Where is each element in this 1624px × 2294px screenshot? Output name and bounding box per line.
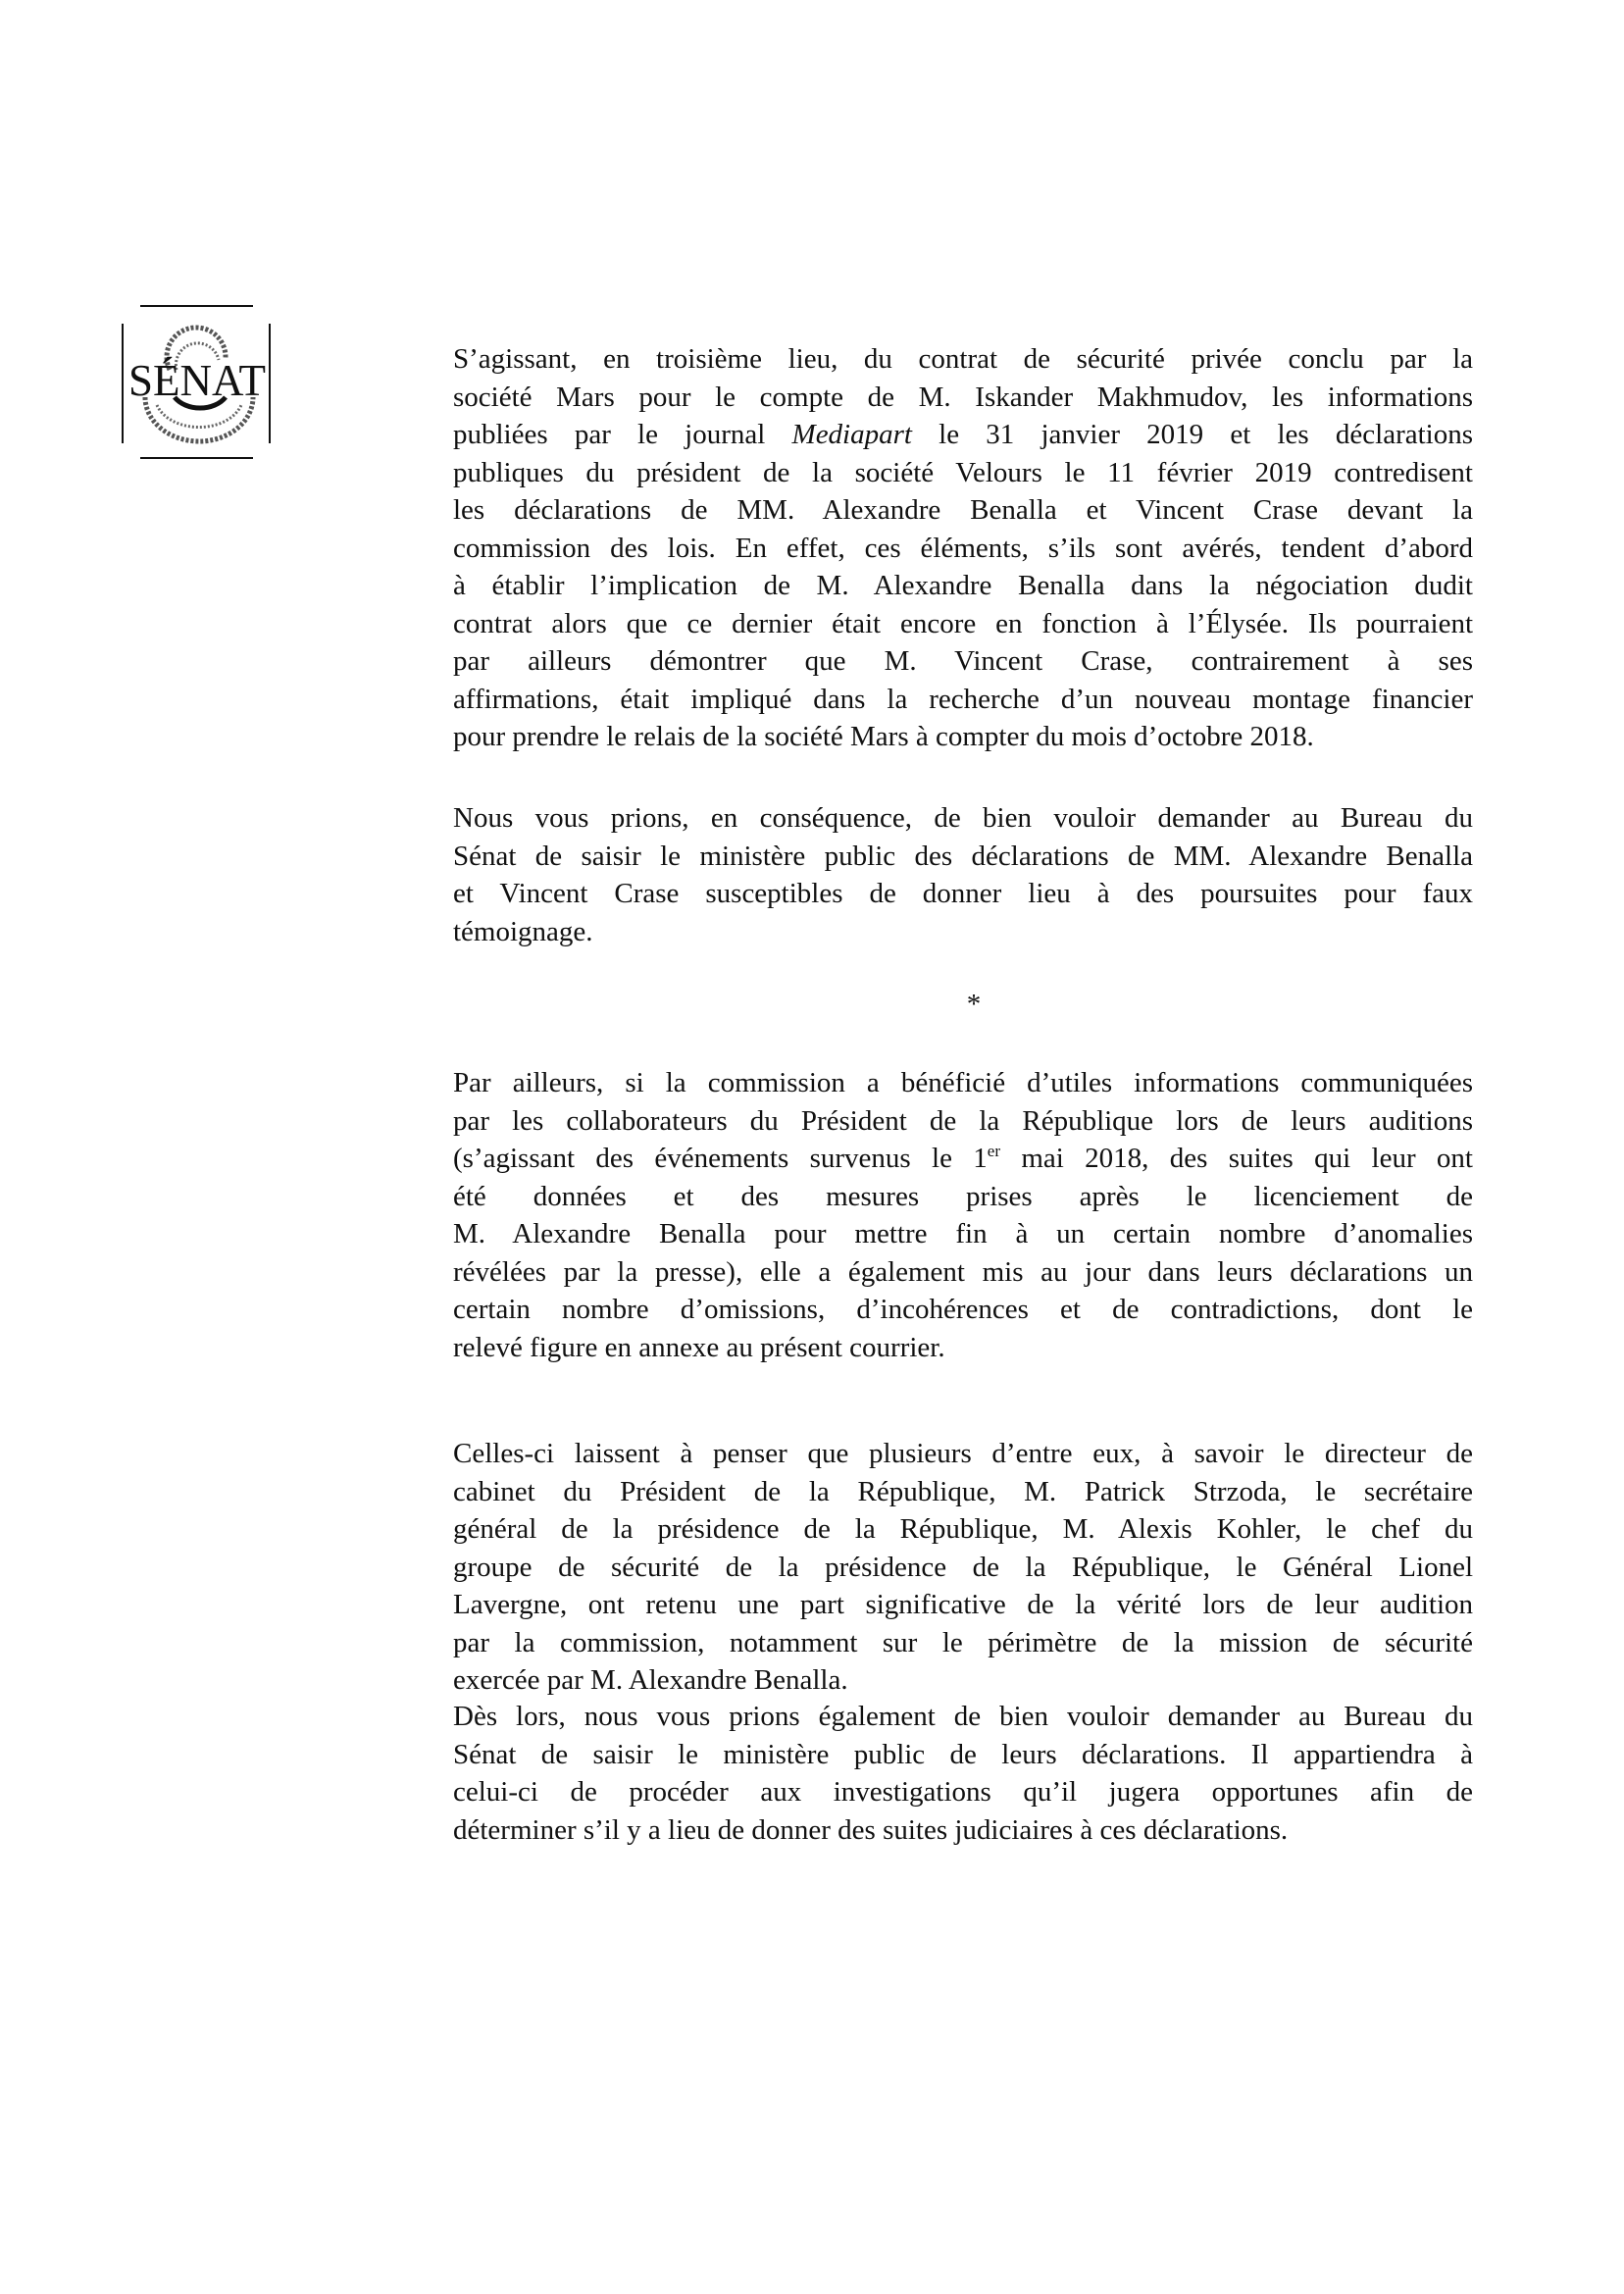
text-line: publiques du président de la société Velours le 11 février 2019 contredisent — [453, 456, 1473, 488]
paragraph — [453, 1435, 1473, 1700]
text-line: Nous vous prions, en conséquence, de bien vouloir demander au Bureau du — [453, 802, 1473, 834]
text-line: par les collaborateurs du Président de la République lors de leurs auditions — [453, 1104, 1473, 1137]
text-line: Sénat de saisir le ministère public des déclarations de MM. Alexandre Benalla — [453, 840, 1473, 872]
text-line: pour prendre le relais de la société Mars à compter du mois d’octobre 2018. — [453, 721, 1314, 752]
text-line: révélées par la presse), elle a également mis au jour dans leurs déclarations un — [453, 1255, 1473, 1288]
text-line — [453, 416, 1473, 454]
text-line: cabinet du Président de la République, M. Patrick Strzoda, le secrétaire — [453, 1475, 1473, 1507]
text-line: général de la présidence de la République, M. Alexis Kohler, le chef du — [453, 1513, 1473, 1545]
paragraph — [453, 1698, 1473, 1849]
text-line: Dès lors, nous vous prions également de bien vouloir demander au Bureau du — [453, 1701, 1473, 1732]
text-line: été données et des mesures prises après le licenciement de — [453, 1180, 1473, 1212]
text-line: S’agissant, en troisième lieu, du contrat de sécurité privée conclu par la — [453, 343, 1473, 375]
text-line: Lavergne, ont retenu une part significative de la vérité lors de leur audition — [453, 1589, 1473, 1620]
text-line: relevé figure en annexe au présent courrier. — [453, 1331, 945, 1363]
text-segment: (s’agissant des événements survenus le 1 — [453, 1143, 988, 1174]
text-segment: publiées par le journal — [453, 419, 792, 450]
text-line: à établir l’implication de M. Alexandre Benalla dans la négociation dudit — [453, 570, 1473, 601]
svg-text:SÉNAT: SÉNAT — [128, 355, 266, 405]
section-separator: * — [966, 989, 982, 1020]
text-line: les déclarations de MM. Alexandre Benalla et Vincent Crase devant la — [453, 494, 1473, 526]
text-line: exercée par M. Alexandre Benalla. — [453, 1664, 848, 1696]
text-line: société Mars pour le compte de M. Iskander Makhmudov, les informations — [453, 381, 1473, 413]
text-line: M. Alexandre Benalla pour mettre fin à un certain nombre d’anomalies — [453, 1218, 1473, 1249]
paragraph — [453, 799, 1473, 950]
text-line: commission des lois. En effet, ces éléments, s’ils sont avérés, tendent d’abord — [453, 532, 1473, 564]
text-line: affirmations, était impliqué dans la recherche d’un nouveau montage financier — [453, 683, 1473, 715]
text-line: celui-ci de procéder aux investigations qu’il jugera opportunes afin de — [453, 1776, 1473, 1808]
text-line: et Vincent Crase susceptibles de donner lieu à des poursuites pour faux — [453, 878, 1473, 909]
text-line: par la commission, notamment sur le périmètre de la mission de sécurité — [453, 1626, 1473, 1658]
text-line: groupe de sécurité de la présidence de la République, le Général Lionel — [453, 1551, 1473, 1583]
text-line: Celles-ci laissent à penser que plusieurs d’entre eux, à savoir le directeur de — [453, 1438, 1473, 1469]
text-line: Par ailleurs, si la commission a bénéficié d’utiles informations communiquées — [453, 1067, 1473, 1098]
text-line: certain nombre d’omissions, d’incohérences et de contradictions, dont le — [453, 1294, 1473, 1325]
text-segment: mai 2018, des suites qui leur ont — [1000, 1143, 1473, 1174]
senat-logo — [116, 299, 282, 466]
text-line: Sénat de saisir le ministère public de leurs déclarations. Il appartiendra à — [453, 1738, 1473, 1770]
text-line: déterminer s’il y a lieu de donner des suites judiciaires à ces déclarations. — [453, 1813, 1289, 1846]
text-segment: le 31 janvier 2019 et les déclarations — [911, 419, 1474, 450]
superscript-text: er — [987, 1142, 1000, 1160]
paragraph — [453, 1064, 1473, 1366]
text-line: par ailleurs démontrer que M. Vincent Crase, contrairement à ses — [453, 645, 1473, 677]
text-line: contrat alors que ce dernier était encore en fonction à l’Élysée. Ils pourraient — [453, 607, 1473, 639]
text-line — [453, 1140, 1473, 1178]
text-line: témoignage. — [453, 915, 593, 947]
italic-text: Mediapart — [791, 419, 912, 450]
paragraph — [453, 340, 1473, 756]
